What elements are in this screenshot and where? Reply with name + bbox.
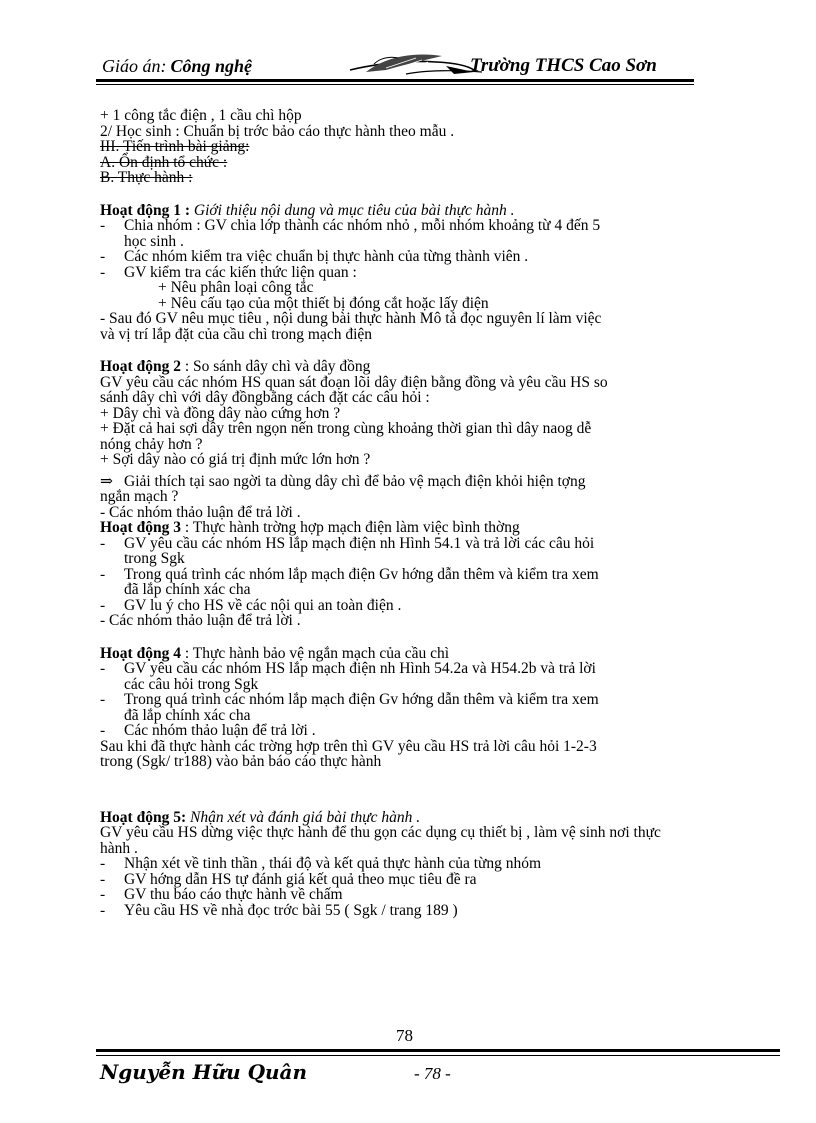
list-item: - Nhận xét về tinh thần , thái độ và kết quả thực hành của từng nhóm <box>100 855 542 872</box>
text-line: ⇒ Giải thích tại sao ngời ta dùng dây chì để bảo vệ mạch điện khỏi hiện tợng <box>100 472 586 490</box>
sub-item: + Nêu phân loại công tắc <box>158 279 314 296</box>
text-line: - Các nhóm thảo luận để trả lời . <box>100 503 301 521</box>
list-item: - Các nhóm thảo luận để trả lời . <box>100 722 316 739</box>
subsection-heading: A. Ổn định tổ chức : <box>100 153 228 171</box>
activity-4-heading <box>100 646 790 662</box>
text-line: trong (Sgk/ tr188) vào bản báo cáo thực hành <box>100 753 382 770</box>
text-line: ngắn mạch ? <box>100 488 179 505</box>
text-line: Sau khi đã thực hành các trờng hợp trên thì GV yêu cầu HS trả lời câu hỏi 1-2-3 <box>100 737 597 755</box>
text-line: + 1 công tắc điện , 1 cầu chì hộp <box>100 107 302 124</box>
text-line: 2/ Học sinh : Chuẩn bị trớc bảo cáo thực hành theo mẫu . <box>100 122 455 140</box>
page-header <box>96 50 696 80</box>
list-item: - GV hớng dẫn HS tự đánh giá kết quả theo mục tiêu đề ra <box>100 870 477 888</box>
footer-page-label: - 78 - <box>414 1064 451 1083</box>
header-left <box>102 56 252 77</box>
text-line: - Các nhóm thảo luận để trả lời . <box>100 612 301 629</box>
section-heading: III. Tiến trình bài giảng: <box>100 138 250 155</box>
header-label: Giáo án: <box>102 56 167 76</box>
text-line: + Đặt cả hai sợi dây trên ngọn nến trong cùng khoảng thời gian thì dây naog dễ <box>100 420 592 437</box>
list-item: - GV yêu cầu các nhóm HS lắp mạch điện nh Hình 54.2a và H54.2b và trả lời <box>100 660 596 677</box>
activity-title: Hoạt động 5: <box>100 808 187 826</box>
header-subject: Công nghệ <box>170 56 253 76</box>
activity-2-heading <box>100 359 790 375</box>
text-line: GV yêu cầu các nhóm HS quan sát đoạn lõi dây điện bằng đồng và yêu cầu HS so <box>100 373 608 391</box>
activity-title: Hoạt động 2 <box>100 358 181 375</box>
footer-rule-thin <box>96 1055 780 1056</box>
text-line: - Sau đó GV nêu mục tiêu , nội dung bài thực hành Mô tả đọc nguyên lí làm việc <box>100 310 602 327</box>
list-item: - GV thu báo cáo thực hành về chấm <box>100 886 343 903</box>
activity-description: Giới thiệu nội dung và mục tiêu của bài thực hành . <box>193 201 515 219</box>
list-item: - Các nhóm kiểm tra việc chuẩn bị thực hành của từng thành viên . <box>100 248 529 265</box>
activity-description: : Thực hành trờng hợp mạch điện làm việc bình thờng <box>180 519 520 536</box>
subsection-heading: B. Thực hành : <box>100 169 193 186</box>
activity-title: Hoạt động 4 <box>100 644 181 662</box>
activity-1-heading <box>100 203 790 219</box>
activity-5-heading <box>100 810 790 826</box>
activity-description: : So sánh dây chì và dây đồng <box>180 358 371 375</box>
page-number: 78 <box>396 1026 413 1045</box>
text-line: hành . <box>100 839 138 857</box>
text-line: nóng chảy hơn ? <box>100 435 203 453</box>
list-item-cont: đã lắp chính xác cha <box>124 581 251 598</box>
text-line: sánh dây chì với dây đồngbằng cách đặt các câu hỏi : <box>100 389 430 406</box>
list-item: - GV yêu cầu các nhóm HS lắp mạch điện nh Hình 54.1 và trả lời các câu hỏi <box>100 534 595 552</box>
sub-item: + Nêu cấu tạo của một thiết bị đóng cắt hoặc lấy điện <box>158 294 489 312</box>
header-rule-thin <box>96 84 694 85</box>
list-item: - Trong quá trình các nhóm lắp mạch điện Gv hớng dẫn thêm và kiểm tra xem <box>100 565 599 583</box>
list-item: - Yêu cầu HS về nhà đọc trớc bài 55 ( Sgk / trang 189 ) <box>100 901 458 919</box>
list-item: - Trong quá trình các nhóm lắp mạch điện Gv hớng dẫn thêm và kiểm tra xem <box>100 691 599 708</box>
activity-3-heading <box>100 520 790 536</box>
list-item: - Chia nhóm : GV chia lớp thành các nhóm nhỏ , mỗi nhóm khoảng từ 4 đến 5 <box>100 217 601 234</box>
text-line: + Dây chì và đồng dây nào cứng hơn ? <box>100 404 341 422</box>
arrow-right-icon: ⇒ <box>100 472 113 490</box>
list-item-cont: các câu hỏi trong Sgk <box>124 675 259 693</box>
text-line: GV yêu cầu HS dừng việc thực hành để thu gọn các dụng cụ thiết bị , làm vệ sinh nơi thực <box>100 824 661 841</box>
activity-title: Hoạt động 1 : <box>100 201 190 219</box>
list-item-cont: học sinh . <box>124 232 184 250</box>
list-item: - GV lu ý cho HS về các nội qui an toàn điện . <box>100 596 402 614</box>
activity-title: Hoạt động 3 <box>100 519 181 536</box>
list-item-cont: trong Sgk <box>124 550 185 567</box>
text-line: và vị trí lắp đặt của cầu chì trong mạch điện <box>100 325 373 343</box>
text-line: + Sợi dây nào có giá trị định mức lớn hơn ? <box>100 451 371 468</box>
footer-author: Nguyễn Hữu Quân <box>100 1060 308 1084</box>
document-body <box>100 108 790 918</box>
footer-rule <box>96 1049 780 1052</box>
activity-description: : Thực hành bảo vệ ngắn mạch của cầu chì <box>180 644 450 662</box>
list-item: - GV kiểm tra các kiến thức liện quan : <box>100 263 357 281</box>
activity-description: Nhận xét và đánh giá bài thực hành . <box>190 808 421 826</box>
header-rule <box>96 79 694 82</box>
header-school: Trường THCS Cao Sơn <box>470 55 657 76</box>
list-item-cont: đã lắp chính xác cha <box>124 706 251 724</box>
